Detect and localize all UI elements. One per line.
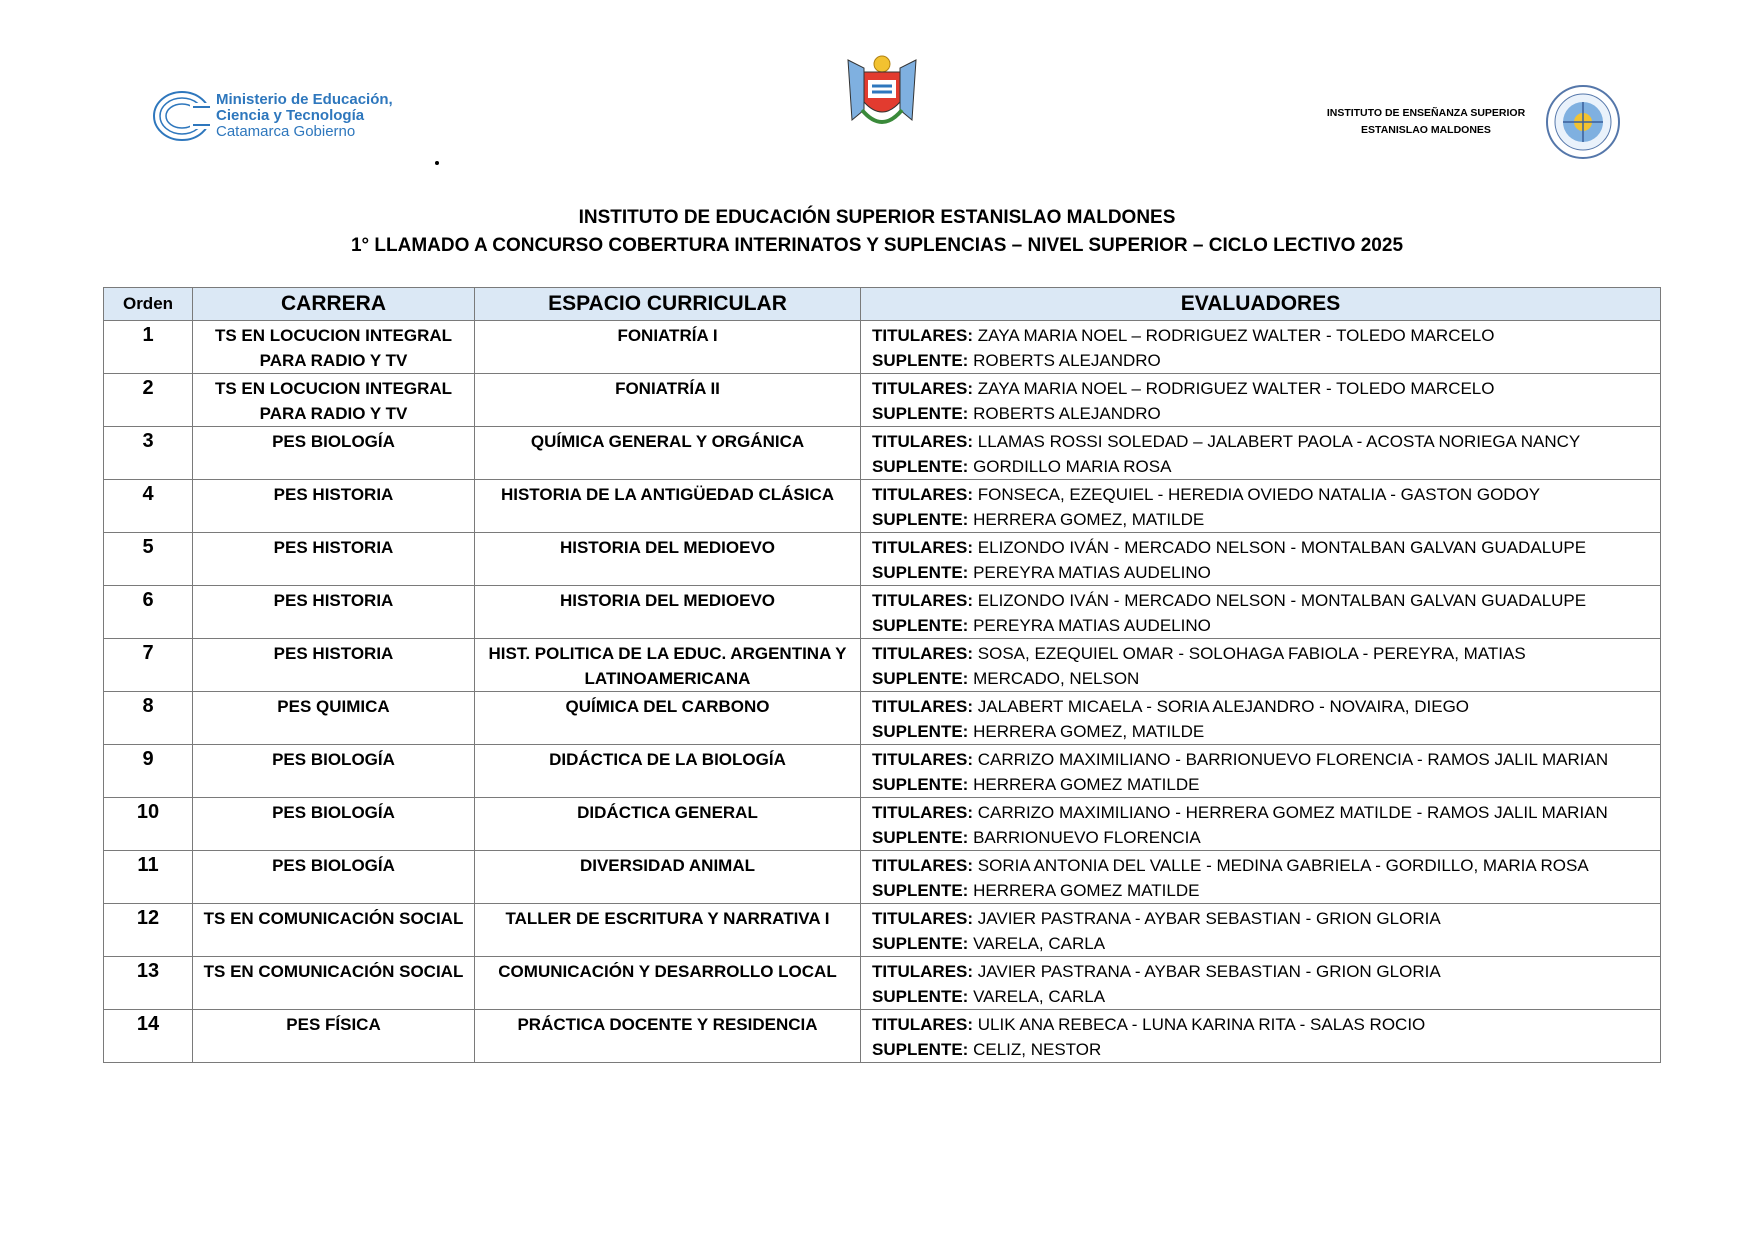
table-row xyxy=(104,374,1661,427)
suplente-line xyxy=(872,454,1660,479)
suplente-label: SUPLENTE: xyxy=(872,934,969,953)
titulares-line xyxy=(872,429,1660,454)
cell-espacio-curricular: HIST. POLITICA DE LA EDUC. ARGENTINA Y LATINOAMERICANA xyxy=(475,639,861,692)
titulares-line xyxy=(872,800,1660,825)
titulares-line xyxy=(872,376,1660,401)
title-line1: INSTITUTO DE EDUCACIÓN SUPERIOR ESTANISLAO MALDONES xyxy=(578,207,1176,228)
titulares-names: CARRIZO MAXIMILIANO - HERRERA GOMEZ MATILDE - RAMOS JALIL MARIAN xyxy=(977,803,1608,822)
institute-name-line1: INSTITUTO DE ENSEÑANZA SUPERIOR xyxy=(1326,107,1526,119)
suplente-names: PEREYRA MATIAS AUDELINO xyxy=(973,616,1211,635)
cell-evaluadores xyxy=(861,851,1661,904)
suplente-line xyxy=(872,772,1660,797)
cell-carrera: TS EN LOCUCION INTEGRAL PARA RADIO Y TV xyxy=(193,321,475,374)
cell-orden: 7 xyxy=(104,639,193,692)
titulares-label: TITULARES: xyxy=(872,697,974,716)
ministry-name-line1: Ministerio de Educación, xyxy=(216,91,393,108)
suplente-label: SUPLENTE: xyxy=(872,351,969,370)
cell-espacio-curricular: DIDÁCTICA GENERAL xyxy=(475,798,861,851)
suplente-label: SUPLENTE: xyxy=(872,457,969,476)
cell-espacio-curricular: COMUNICACIÓN Y DESARROLLO LOCAL xyxy=(475,957,861,1010)
cell-orden: 11 xyxy=(104,851,193,904)
cell-orden: 14 xyxy=(104,1010,193,1063)
cell-carrera: PES FÍSICA xyxy=(193,1010,475,1063)
table-row xyxy=(104,321,1661,374)
document-title xyxy=(0,204,1754,260)
titulares-line xyxy=(872,853,1660,878)
titulares-line xyxy=(872,694,1660,719)
cell-espacio-curricular: FONIATRÍA I xyxy=(475,321,861,374)
suplente-line xyxy=(872,613,1660,638)
suplente-names: GORDILLO MARIA ROSA xyxy=(973,457,1172,476)
suplente-label: SUPLENTE: xyxy=(872,881,969,900)
titulares-label: TITULARES: xyxy=(872,485,974,504)
cell-espacio-curricular: HISTORIA DEL MEDIOEVO xyxy=(475,533,861,586)
suplente-names: VARELA, CARLA xyxy=(973,987,1106,1006)
cell-carrera: PES HISTORIA xyxy=(193,639,475,692)
cell-evaluadores xyxy=(861,957,1661,1010)
cell-espacio-curricular: FONIATRÍA II xyxy=(475,374,861,427)
table-row xyxy=(104,1010,1661,1063)
suplente-label: SUPLENTE: xyxy=(872,669,969,688)
title-line2: 1° LLAMADO A CONCURSO COBERTURA INTERINATOS Y SUPLENCIAS – NIVEL SUPERIOR – CICLO LECTIVO 2025 xyxy=(350,235,1404,256)
suplente-names: CELIZ, NESTOR xyxy=(973,1040,1102,1059)
suplente-label: SUPLENTE: xyxy=(872,1040,969,1059)
table-row xyxy=(104,904,1661,957)
cell-espacio-curricular: TALLER DE ESCRITURA Y NARRATIVA I xyxy=(475,904,861,957)
cell-espacio-curricular: HISTORIA DEL MEDIOEVO xyxy=(475,586,861,639)
cell-espacio-curricular: DIVERSIDAD ANIMAL xyxy=(475,851,861,904)
suplente-names: HERRERA GOMEZ MATILDE xyxy=(973,881,1200,900)
titulares-line xyxy=(872,588,1660,613)
cell-espacio-curricular: QUÍMICA DEL CARBONO xyxy=(475,692,861,745)
suplente-names: VARELA, CARLA xyxy=(973,934,1106,953)
titulares-names: JAVIER PASTRANA - AYBAR SEBASTIAN - GRION GLORIA xyxy=(977,909,1441,928)
titulares-names: SORIA ANTONIA DEL VALLE - MEDINA GABRIELA - GORDILLO, MARIA ROSA xyxy=(977,856,1589,875)
cell-espacio-curricular: PRÁCTICA DOCENTE Y RESIDENCIA xyxy=(475,1010,861,1063)
suplente-line xyxy=(872,719,1660,744)
titulares-line xyxy=(872,747,1660,772)
cell-espacio-curricular: DIDÁCTICA DE LA BIOLOGÍA xyxy=(475,745,861,798)
titulares-label: TITULARES: xyxy=(872,750,974,769)
catamarca-coat-of-arms-icon xyxy=(842,50,922,136)
suplente-names: HERRERA GOMEZ, MATILDE xyxy=(973,722,1205,741)
titulares-line xyxy=(872,482,1660,507)
ministry-logo xyxy=(152,86,422,146)
titulares-label: TITULARES: xyxy=(872,538,974,557)
cell-evaluadores xyxy=(861,321,1661,374)
titulares-line xyxy=(872,323,1660,348)
suplente-label: SUPLENTE: xyxy=(872,616,969,635)
titulares-line xyxy=(872,1012,1660,1037)
column-header-evaluadores: EVALUADORES xyxy=(861,288,1661,321)
table-row xyxy=(104,798,1661,851)
titulares-label: TITULARES: xyxy=(872,591,974,610)
cell-evaluadores xyxy=(861,374,1661,427)
cell-carrera: PES BIOLOGÍA xyxy=(193,851,475,904)
cell-evaluadores xyxy=(861,798,1661,851)
table-row xyxy=(104,480,1661,533)
cell-evaluadores xyxy=(861,692,1661,745)
column-header-espacio: ESPACIO CURRICULAR xyxy=(475,288,861,321)
cell-espacio-curricular: HISTORIA DE LA ANTIGÜEDAD CLÁSICA xyxy=(475,480,861,533)
ministry-name-line3: Catamarca Gobierno xyxy=(216,123,356,140)
cell-carrera: PES HISTORIA xyxy=(193,480,475,533)
table-row xyxy=(104,427,1661,480)
cell-carrera: TS EN COMUNICACIÓN SOCIAL xyxy=(193,904,475,957)
cell-carrera: PES HISTORIA xyxy=(193,586,475,639)
institute-name-line2: ESTANISLAO MALDONES xyxy=(1361,124,1491,136)
suplente-names: HERRERA GOMEZ MATILDE xyxy=(973,775,1200,794)
cell-orden: 5 xyxy=(104,533,193,586)
cell-evaluadores xyxy=(861,533,1661,586)
titulares-names: ZAYA MARIA NOEL – RODRIGUEZ WALTER - TOLEDO MARCELO xyxy=(977,379,1495,398)
suplente-line xyxy=(872,560,1660,585)
titulares-names: FONSECA, EZEQUIEL - HEREDIA OVIEDO NATALIA - GASTON GODOY xyxy=(977,485,1541,504)
table-row xyxy=(104,692,1661,745)
suplente-line xyxy=(872,878,1660,903)
suplente-names: BARRIONUEVO FLORENCIA xyxy=(973,828,1201,847)
institute-name xyxy=(1306,105,1546,139)
cell-carrera: PES BIOLOGÍA xyxy=(193,798,475,851)
titulares-names: JALABERT MICAELA - SORIA ALEJANDRO - NOVAIRA, DIEGO xyxy=(977,697,1470,716)
table-row xyxy=(104,745,1661,798)
titulares-names: ELIZONDO IVÁN - MERCADO NELSON - MONTALBAN GALVAN GUADALUPE xyxy=(977,591,1587,610)
suplente-line xyxy=(872,507,1660,532)
cell-orden: 12 xyxy=(104,904,193,957)
suplente-line xyxy=(872,348,1660,373)
suplente-line xyxy=(872,984,1660,1009)
suplente-label: SUPLENTE: xyxy=(872,775,969,794)
cell-evaluadores xyxy=(861,480,1661,533)
cell-carrera: PES BIOLOGÍA xyxy=(193,745,475,798)
titulares-label: TITULARES: xyxy=(872,326,974,345)
titulares-names: ELIZONDO IVÁN - MERCADO NELSON - MONTALBAN GALVAN GUADALUPE xyxy=(977,538,1587,557)
titulares-label: TITULARES: xyxy=(872,803,974,822)
ministry-c-icon xyxy=(152,89,212,143)
titulares-label: TITULARES: xyxy=(872,909,974,928)
table-row xyxy=(104,639,1661,692)
suplente-names: MERCADO, NELSON xyxy=(973,669,1140,688)
column-header-carrera: CARRERA xyxy=(193,288,475,321)
cell-orden: 8 xyxy=(104,692,193,745)
cell-evaluadores xyxy=(861,904,1661,957)
suplente-line xyxy=(872,666,1660,691)
suplente-label: SUPLENTE: xyxy=(872,404,969,423)
table-row xyxy=(104,957,1661,1010)
cell-carrera: TS EN COMUNICACIÓN SOCIAL xyxy=(193,957,475,1010)
suplente-line xyxy=(872,1037,1660,1062)
cell-orden: 2 xyxy=(104,374,193,427)
cell-orden: 3 xyxy=(104,427,193,480)
cell-orden: 13 xyxy=(104,957,193,1010)
suplente-names: PEREYRA MATIAS AUDELINO xyxy=(973,563,1211,582)
titulares-label: TITULARES: xyxy=(872,962,974,981)
titulares-names: LLAMAS ROSSI SOLEDAD – JALABERT PAOLA - ACOSTA NORIEGA NANCY xyxy=(977,432,1581,451)
suplente-line xyxy=(872,401,1660,426)
suplente-line xyxy=(872,825,1660,850)
table-row xyxy=(104,533,1661,586)
cell-evaluadores xyxy=(861,745,1661,798)
table-row xyxy=(104,851,1661,904)
titulares-label: TITULARES: xyxy=(872,644,974,663)
cell-evaluadores xyxy=(861,427,1661,480)
cell-orden: 1 xyxy=(104,321,193,374)
suplente-names: ROBERTS ALEJANDRO xyxy=(973,404,1161,423)
table-row xyxy=(104,586,1661,639)
evaluators-table xyxy=(103,287,1661,1063)
titulares-line xyxy=(872,906,1660,931)
suplente-names: HERRERA GOMEZ, MATILDE xyxy=(973,510,1205,529)
suplente-label: SUPLENTE: xyxy=(872,510,969,529)
cell-carrera: PES HISTORIA xyxy=(193,533,475,586)
cell-espacio-curricular: QUÍMICA GENERAL Y ORGÁNICA xyxy=(475,427,861,480)
table-header-row xyxy=(104,288,1661,321)
document-header xyxy=(0,0,1754,170)
titulares-label: TITULARES: xyxy=(872,379,974,398)
titulares-names: ULIK ANA REBECA - LUNA KARINA RITA - SALAS ROCIO xyxy=(977,1015,1426,1034)
suplente-label: SUPLENTE: xyxy=(872,563,969,582)
titulares-label: TITULARES: xyxy=(872,856,974,875)
titulares-line xyxy=(872,959,1660,984)
cell-orden: 4 xyxy=(104,480,193,533)
titulares-names: SOSA, EZEQUIEL OMAR - SOLOHAGA FABIOLA - PEREYRA, MATIAS xyxy=(977,644,1526,663)
cell-evaluadores xyxy=(861,586,1661,639)
suplente-label: SUPLENTE: xyxy=(872,722,969,741)
titulares-label: TITULARES: xyxy=(872,432,974,451)
institute-seal-icon xyxy=(1545,84,1621,160)
cell-orden: 6 xyxy=(104,586,193,639)
cell-evaluadores xyxy=(861,639,1661,692)
suplente-label: SUPLENTE: xyxy=(872,987,969,1006)
stray-dot xyxy=(435,161,439,165)
titulares-line xyxy=(872,641,1660,666)
cell-evaluadores xyxy=(861,1010,1661,1063)
titulares-line xyxy=(872,535,1660,560)
titulares-names: CARRIZO MAXIMILIANO - BARRIONUEVO FLORENCIA - RAMOS JALIL MARIAN xyxy=(977,750,1609,769)
suplente-label: SUPLENTE: xyxy=(872,828,969,847)
titulares-names: JAVIER PASTRANA - AYBAR SEBASTIAN - GRION GLORIA xyxy=(977,962,1441,981)
ministry-name-line2: Ciencia y Tecnología xyxy=(216,107,365,124)
cell-carrera: PES QUIMICA xyxy=(193,692,475,745)
titulares-names: ZAYA MARIA NOEL – RODRIGUEZ WALTER - TOLEDO MARCELO xyxy=(977,326,1495,345)
titulares-label: TITULARES: xyxy=(872,1015,974,1034)
cell-orden: 9 xyxy=(104,745,193,798)
cell-carrera: TS EN LOCUCION INTEGRAL PARA RADIO Y TV xyxy=(193,374,475,427)
cell-orden: 10 xyxy=(104,798,193,851)
column-header-orden: Orden xyxy=(104,288,193,321)
suplente-line xyxy=(872,931,1660,956)
cell-carrera: PES BIOLOGÍA xyxy=(193,427,475,480)
suplente-names: ROBERTS ALEJANDRO xyxy=(973,351,1161,370)
